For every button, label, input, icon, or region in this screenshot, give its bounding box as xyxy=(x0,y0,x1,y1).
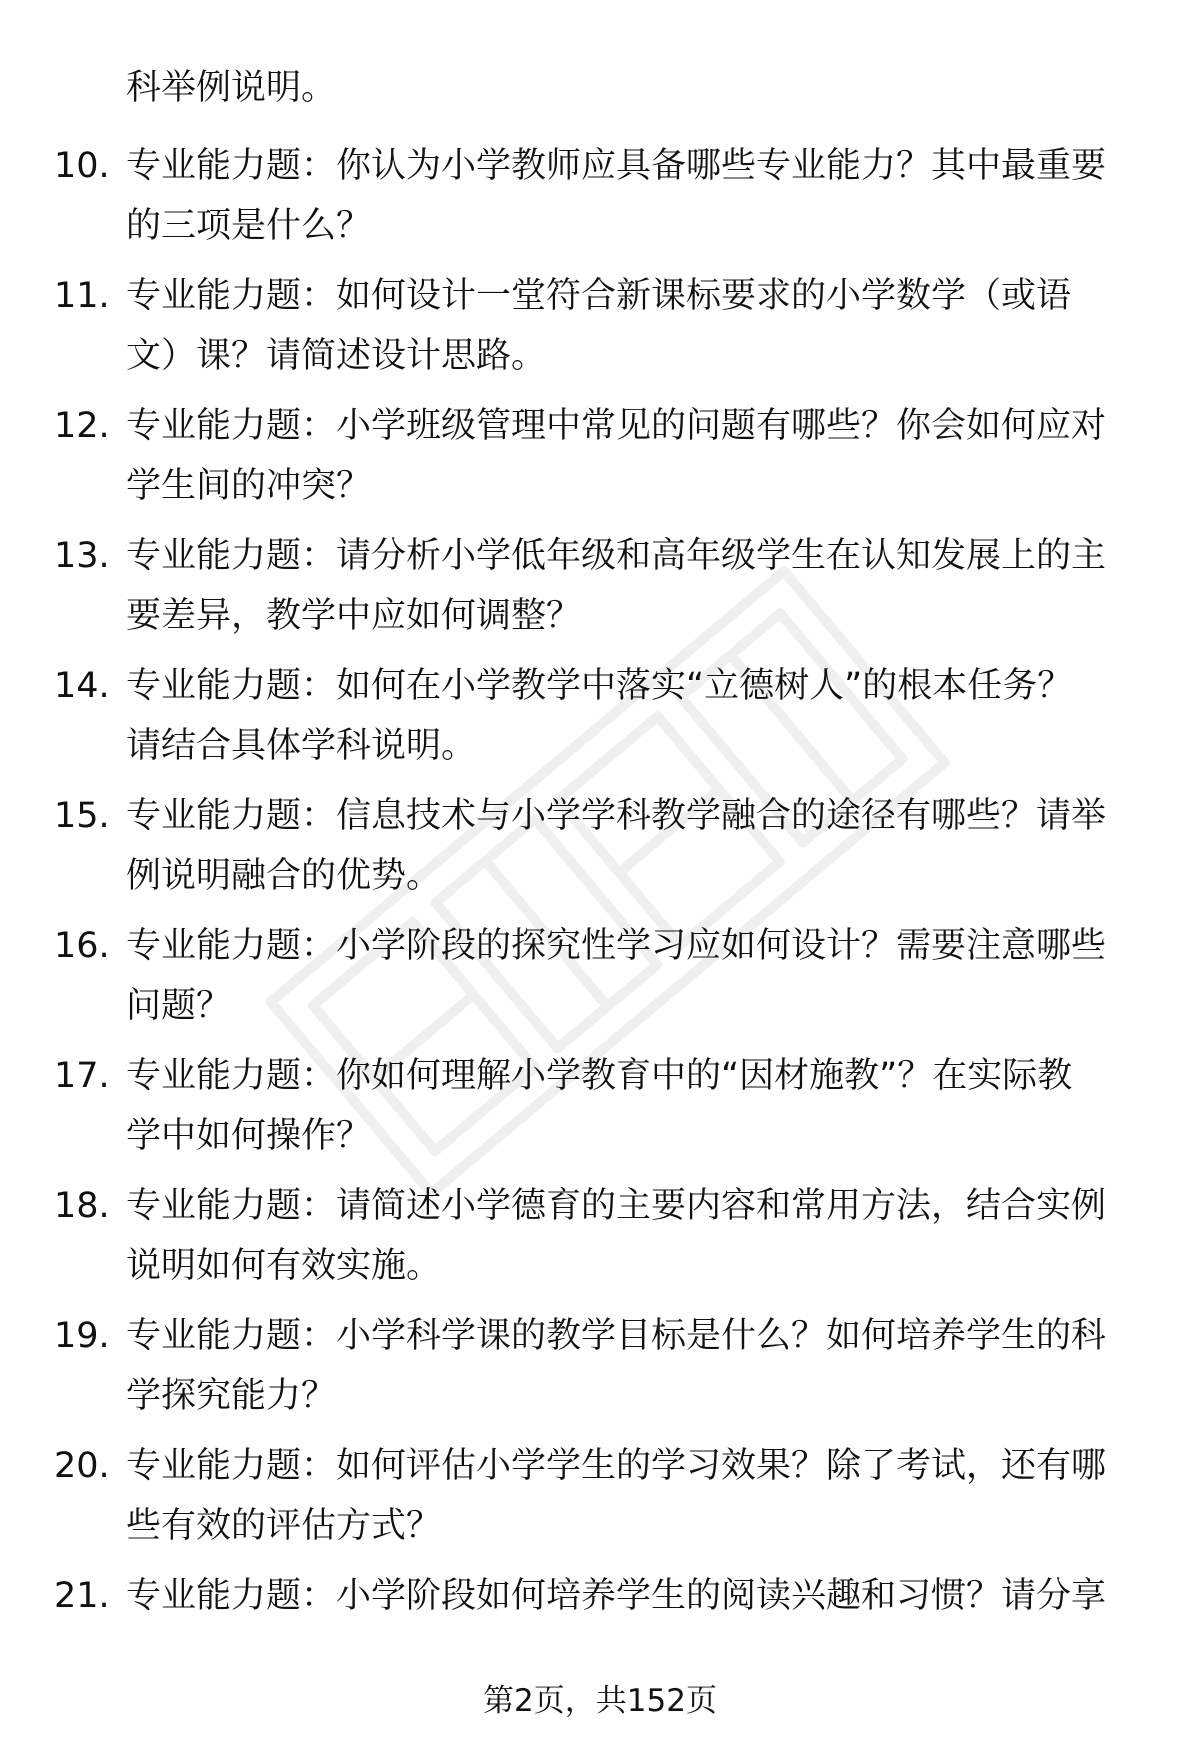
question-text xyxy=(126,656,1146,776)
question-number: 15. xyxy=(54,796,110,836)
question-text-line: 专业能力题：请简述小学德育的主要内容和常用方法，结合实例 xyxy=(126,1186,1107,1226)
question-text-line: 说明如何有效实施。 xyxy=(126,1246,442,1286)
question-text-line: 专业能力题：你认为小学教师应具备哪些专业能力？其中最重要 xyxy=(126,146,1107,186)
question-text xyxy=(126,916,1146,1036)
question-text xyxy=(126,526,1146,646)
question-text-line: 专业能力题：请分析小学低年级和高年级学生在认知发展上的主 xyxy=(126,536,1107,576)
question-number: 10. xyxy=(54,146,110,186)
question-text-line: 例说明融合的优势。 xyxy=(126,856,442,896)
question-text xyxy=(126,396,1146,516)
question-text-line: 专业能力题：小学班级管理中常见的问题有哪些？你会如何应对 xyxy=(126,406,1107,446)
question-number: 18. xyxy=(54,1186,110,1226)
question-text-line: 专业能力题：如何在小学教学中落实“立德树人”的根本任务？ xyxy=(126,666,1073,706)
question-number: 20. xyxy=(54,1446,110,1486)
question-number: 16. xyxy=(54,926,110,966)
question-text xyxy=(126,136,1146,256)
question-text-line: 专业能力题：小学阶段如何培养学生的阅读兴趣和习惯？请分享 xyxy=(126,1576,1107,1616)
question-text-line: 学探究能力？ xyxy=(126,1376,337,1416)
question-text xyxy=(126,1306,1146,1426)
question-number: 19. xyxy=(54,1316,110,1356)
question-text-line: 些有效的评估方式？ xyxy=(126,1506,442,1546)
question-text-line: 的三项是什么？ xyxy=(126,206,372,246)
question-text xyxy=(126,1176,1146,1296)
question-text-line: 专业能力题：小学阶段的探究性学习应如何设计？需要注意哪些 xyxy=(126,926,1107,966)
question-text-line: 文）课？请简述设计思路。 xyxy=(126,336,547,376)
question-text-line: 要差异，教学中应如何调整？ xyxy=(126,596,582,636)
question-text xyxy=(126,1046,1146,1166)
continued-text: 科举例说明。 xyxy=(126,68,337,108)
question-text-line: 问题？ xyxy=(126,986,232,1026)
question-text-line: 专业能力题：信息技术与小学学科教学融合的途径有哪些？请举 xyxy=(126,796,1107,836)
question-text-line: 专业能力题：小学科学课的教学目标是什么？如何培养学生的科 xyxy=(126,1316,1107,1356)
question-text-line: 学中如何操作？ xyxy=(126,1116,372,1156)
question-number: 14. xyxy=(54,666,110,706)
question-text-line: 专业能力题：如何设计一堂符合新课标要求的小学数学（或语 xyxy=(126,276,1072,316)
question-number: 13. xyxy=(54,536,110,576)
question-text-line: 专业能力题：你如何理解小学教育中的“因材施教”？在实际教 xyxy=(126,1056,1073,1096)
question-number: 12. xyxy=(54,406,110,446)
question-number: 11. xyxy=(54,276,110,316)
page-footer: 第2页，共152页 xyxy=(483,1683,717,1719)
question-number: 21. xyxy=(54,1576,110,1616)
question-text-line: 专业能力题：如何评估小学学生的学习效果？除了考试，还有哪 xyxy=(126,1446,1107,1486)
question-text xyxy=(126,1566,1146,1626)
question-text xyxy=(126,786,1146,906)
question-text xyxy=(126,1436,1146,1556)
question-number: 17. xyxy=(54,1056,110,1096)
question-text-line: 请结合具体学科说明。 xyxy=(126,726,477,766)
question-text xyxy=(126,266,1146,386)
question-text-line: 学生间的冲突？ xyxy=(126,466,372,506)
